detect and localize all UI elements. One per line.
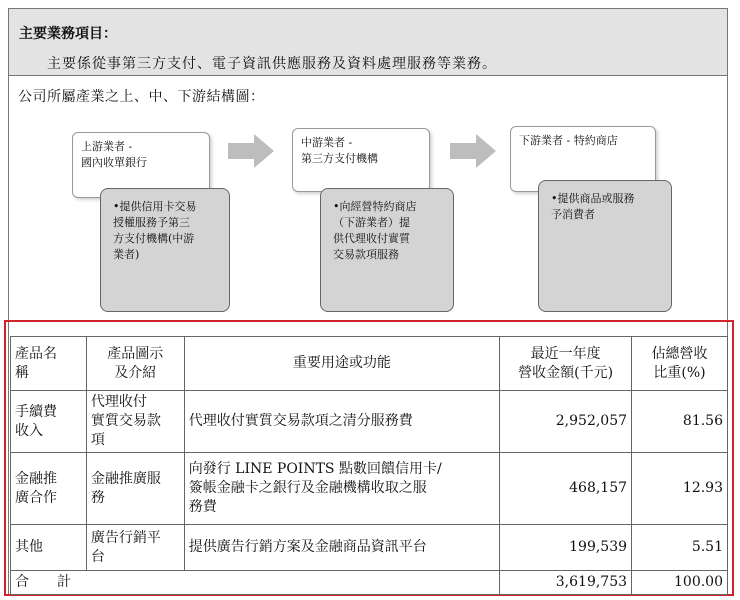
row-revenue: 2,952,057 bbox=[500, 391, 632, 453]
upstream-detail-box: •提供信用卡交易 授權服務予第三 方支付機構(中游 業者) bbox=[100, 188, 230, 312]
product-table bbox=[10, 336, 728, 595]
header-revenue: 最近一年度 營收金額(千元) bbox=[500, 337, 632, 391]
row-name: 其他 bbox=[11, 525, 87, 571]
arrow-right-icon bbox=[228, 134, 274, 168]
header-usage: 重要用途或功能 bbox=[184, 337, 499, 391]
row-name: 金融推 廣合作 bbox=[11, 453, 87, 525]
downstream-detail-box: •提供商品或服務 予消費者 bbox=[538, 180, 672, 312]
row-usage: 向發行 LINE POINTS 點數回饋信用卡/ 簽帳金融卡之銀行及金融機構收取之服 務費 bbox=[184, 453, 499, 525]
upstream-title-box: 上游業者 - 國內收單銀行 bbox=[72, 132, 210, 198]
total-revenue: 3,619,753 bbox=[500, 571, 632, 595]
business-header bbox=[8, 8, 728, 76]
table-row bbox=[11, 453, 728, 525]
midstream-title-box: 中游業者 - 第三方支付機構 bbox=[292, 128, 430, 192]
table-header-row bbox=[11, 337, 728, 391]
business-title: 主要業務項目： bbox=[19, 26, 117, 42]
row-revenue: 468,157 bbox=[500, 453, 632, 525]
structure-label: 公司所屬產業之上、中、下游結構圖： bbox=[18, 89, 265, 105]
row-name: 手續費 收入 bbox=[11, 391, 87, 453]
row-desc: 廣告行銷平 台 bbox=[86, 525, 184, 571]
row-desc: 金融推廣服 務 bbox=[86, 453, 184, 525]
row-usage: 提供廣告行銷方案及金融商品資訊平台 bbox=[184, 525, 499, 571]
table-row bbox=[11, 525, 728, 571]
row-ratio: 12.93 bbox=[632, 453, 728, 525]
arrow-right-icon bbox=[450, 134, 496, 168]
row-revenue: 199,539 bbox=[500, 525, 632, 571]
row-desc: 代理收付 實質交易款 項 bbox=[86, 391, 184, 453]
row-ratio: 5.51 bbox=[632, 525, 728, 571]
row-ratio: 81.56 bbox=[632, 391, 728, 453]
header-ratio: 佔總營收 比重(%) bbox=[632, 337, 728, 391]
header-product-name: 產品名 稱 bbox=[11, 337, 87, 391]
total-label: 合 計 bbox=[11, 571, 500, 595]
table-total-row bbox=[11, 571, 728, 595]
downstream-title-box: 下游業者 - 特約商店 bbox=[510, 126, 656, 192]
table-row bbox=[11, 391, 728, 453]
total-ratio: 100.00 bbox=[632, 571, 728, 595]
midstream-detail-box: •向經營特約商店 （下游業者）提 供代理收付實質 交易款項服務 bbox=[320, 188, 454, 312]
row-usage: 代理收付實質交易款項之清分服務費 bbox=[184, 391, 499, 453]
business-description: 主要係從事第三方支付、電子資訊供應服務及資料處理服務等業務。 bbox=[47, 56, 497, 72]
header-product-desc: 產品圖示 及介紹 bbox=[86, 337, 184, 391]
